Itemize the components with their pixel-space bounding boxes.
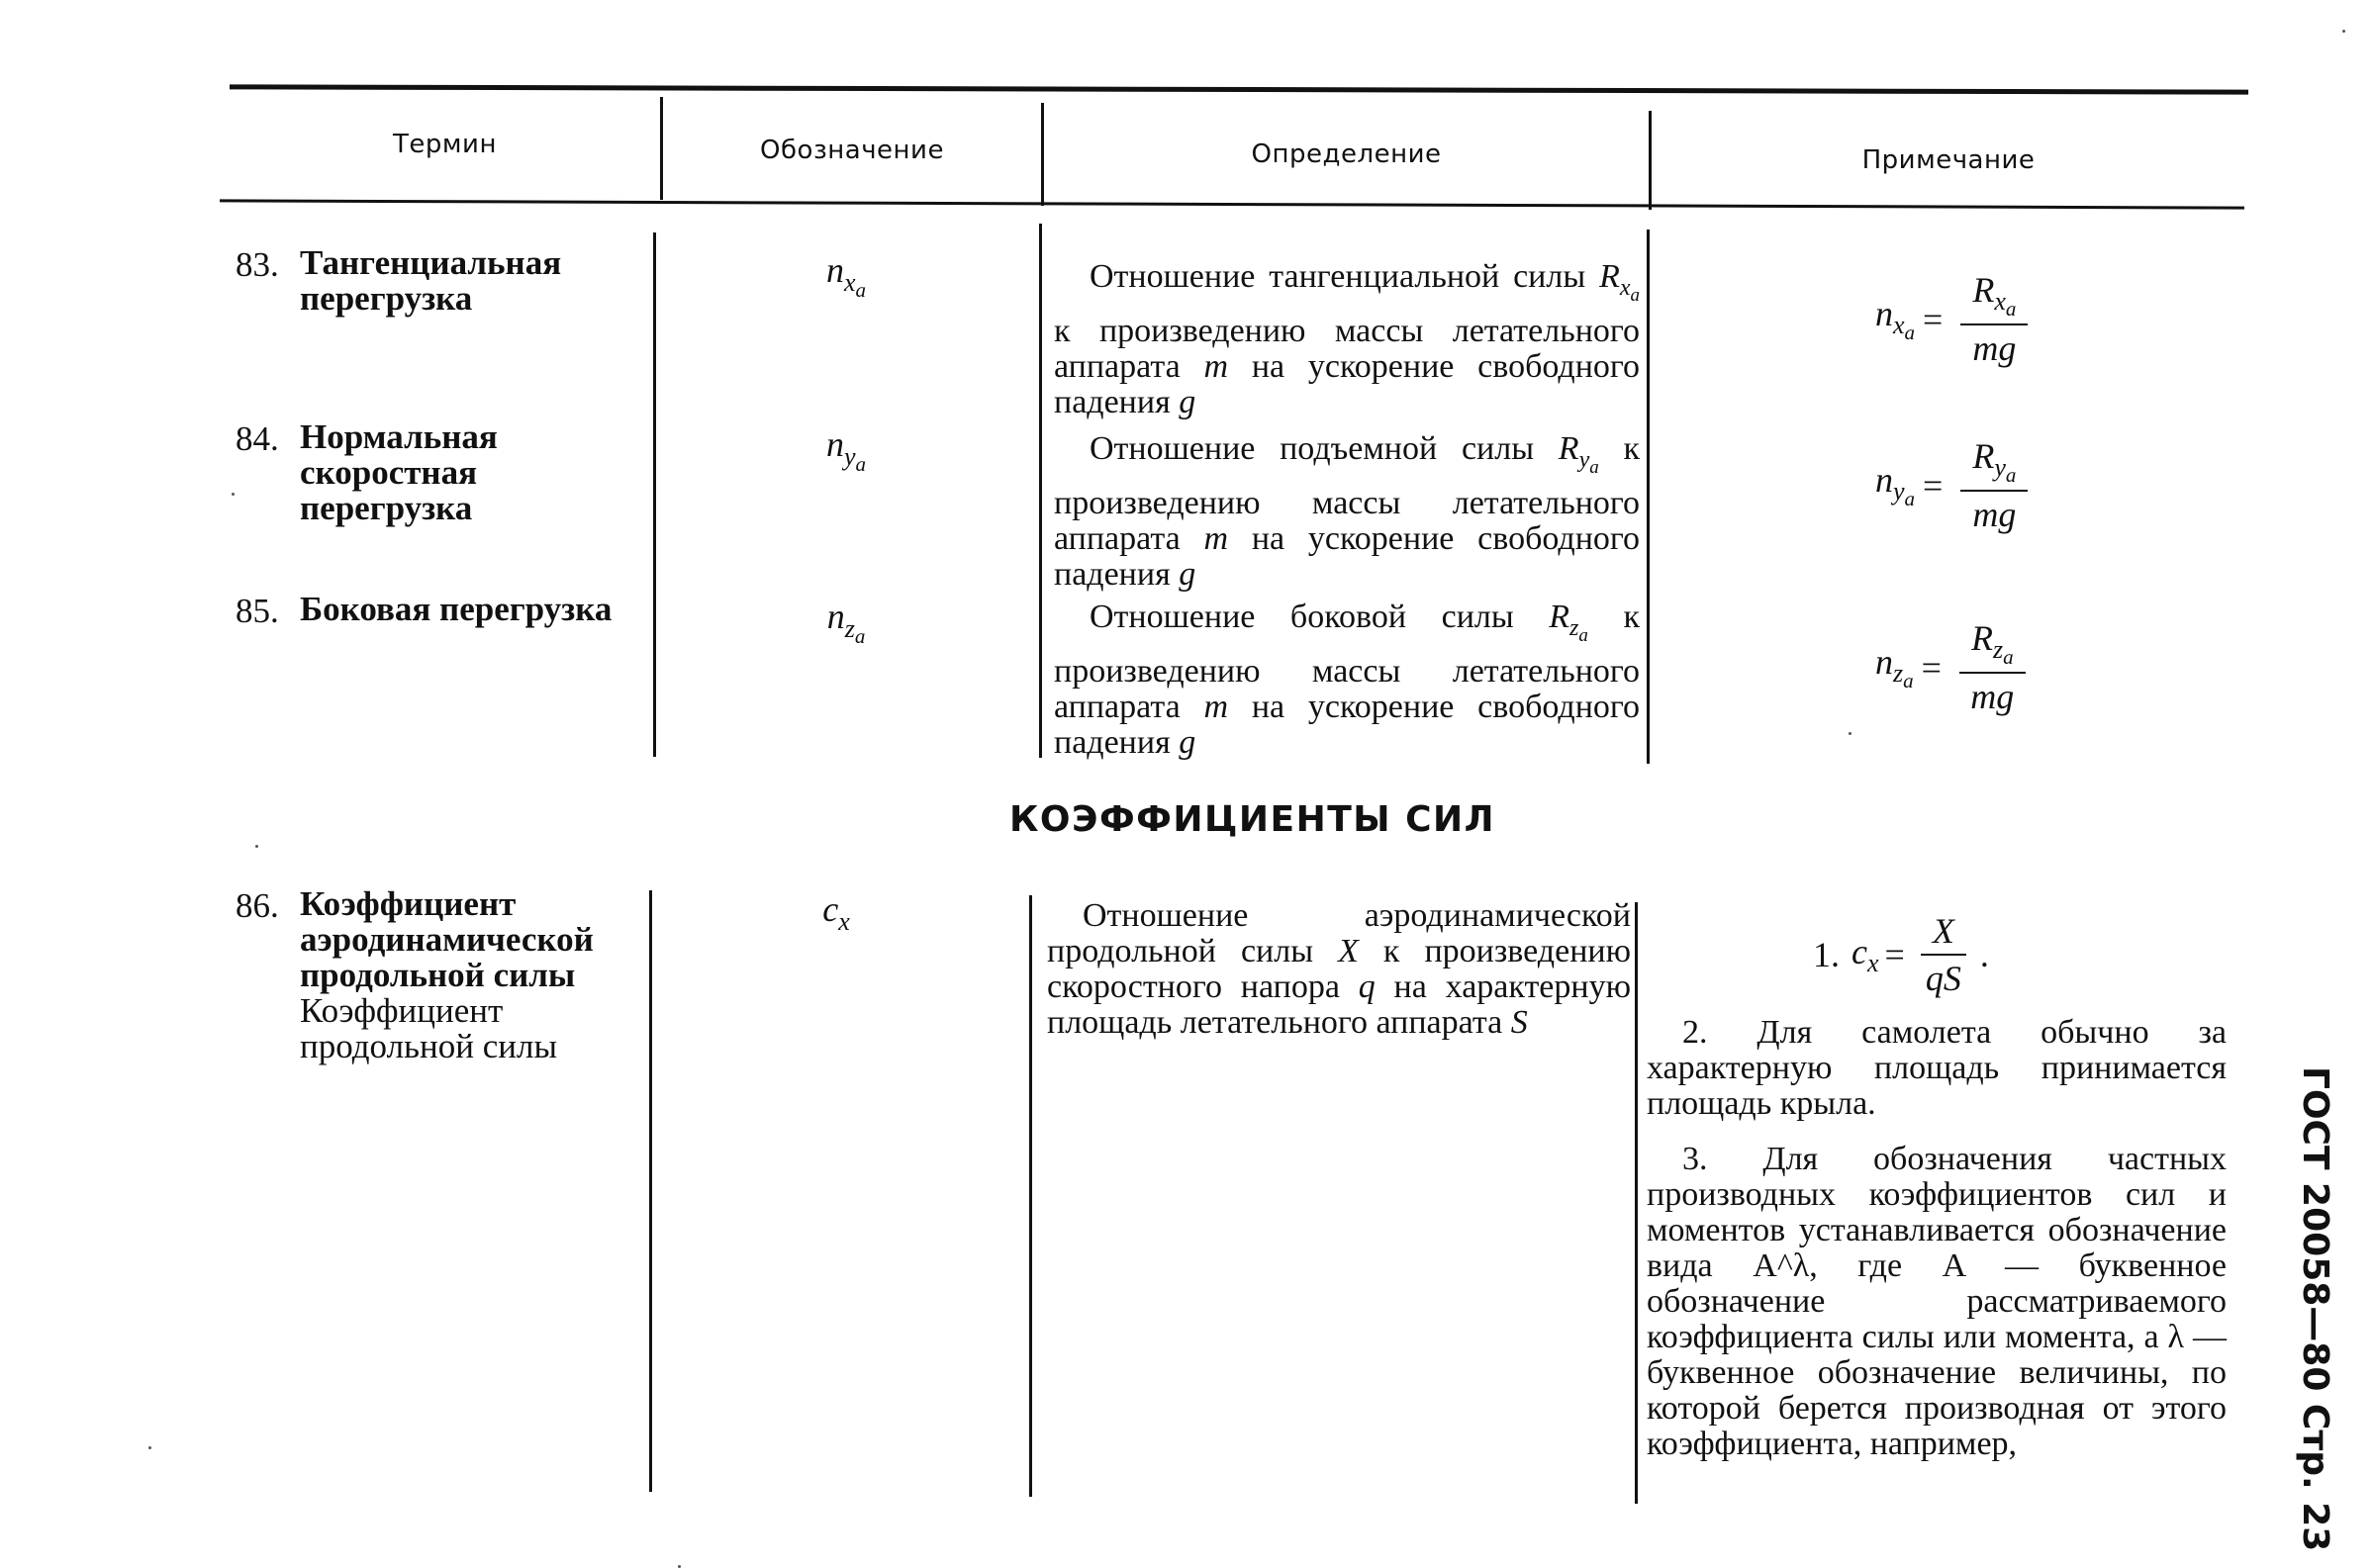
- row-85-number: 85.: [236, 592, 279, 630]
- row-85-term: Боковая перегрузка: [300, 590, 613, 628]
- row-84-term: Нормальная скоростная перегрузка: [300, 417, 498, 527]
- row-85-formula: $n_{z_a}$ = $\frac{R_{z_a}}{mg}$: [1875, 617, 2026, 717]
- row-86-term: Коэффициент аэродинамической продольной силы Коэффициент продольной силы: [300, 884, 594, 1065]
- header-symbol: Обозначение: [760, 136, 944, 165]
- scan-speck: [1849, 732, 1852, 735]
- row86-col-sep-3: [1635, 902, 1638, 1504]
- section-title: КОЭФФИЦИЕНТЫ СИЛ: [1009, 799, 1496, 840]
- row-84-number: 84.: [236, 419, 279, 458]
- body-col-sep-3: [1647, 230, 1650, 764]
- row86-col-sep-1: [649, 890, 652, 1492]
- row-86-number: 86.: [236, 886, 279, 925]
- row-83-number: 83.: [236, 245, 279, 284]
- row-85-definition: Отношение боковой силы $R_{z_a}$ к произведению массы летательного аппарата m на ускорение свободного падения g: [1054, 599, 1640, 761]
- row-83-symbol: $n_{x_a}$: [825, 250, 867, 302]
- side-running-header: ГОСТ 20058—80 Стр. 23: [2295, 1066, 2335, 1552]
- row-83-term: Тангенциальная перегрузка: [300, 243, 562, 318]
- table-top-rule: [230, 84, 2248, 94]
- body-col-sep-1: [653, 232, 656, 757]
- row-86-symbol: $c_x$: [822, 889, 850, 936]
- row-84-symbol: $n_{y_a}$: [825, 424, 867, 476]
- row-86-definition: Отношение аэродинамической продольной силы X к произведению скоростного напора q на характерную площадь летательного аппарата S: [1047, 897, 1631, 1041]
- row-83-formula: $n_{x_a}$ = $\frac{R_{x_a}}{mg}$: [1875, 269, 2028, 369]
- row-84-definition: Отношение подъемной силы $R_{y_a}$ к произведению массы летательного аппарата m на ускорение свободного падения g: [1054, 430, 1640, 593]
- row-86-note3: 3. Для обозначения частных производных коэффициентов сил и моментов устанавливается обозначение вида A^λ, где A — буквенное обозначение рассматриваемого коэффициента силы или момента, а λ — буквенное обозначение величины, по которой берется производная от этого коэффициента, например,: [1647, 1141, 2227, 1462]
- row-86-note1-formula: 1. $c_x$ = $\frac{X}{qS}$ .: [1813, 911, 1989, 998]
- header-term: Термин: [393, 130, 497, 159]
- scan-speck: [148, 1446, 151, 1449]
- header-definition: Определение: [1251, 139, 1442, 169]
- row-84-formula: $n_{y_a}$ = $\frac{R_{y_a}}{mg}$: [1875, 435, 2028, 535]
- header-bottom-rule: [220, 199, 2244, 209]
- row-85-symbol: $n_{z_a}$: [826, 597, 866, 648]
- row86-col-sep-2: [1029, 895, 1032, 1497]
- scan-speck: [232, 493, 235, 496]
- header-note: Примечание: [1861, 145, 2036, 175]
- body-col-sep-2: [1039, 224, 1042, 758]
- scan-speck: [2342, 30, 2345, 33]
- row-83-definition: Отношение тангенциальной силы $R_{x_a}$ к произведению массы летательного аппарата m на ускорение свободного падения g: [1054, 258, 1640, 420]
- row-86-note2: 2. Для самолета обычно за характерную площадь принимается площадь крыла.: [1647, 1014, 2227, 1122]
- scan-speck: [255, 845, 258, 848]
